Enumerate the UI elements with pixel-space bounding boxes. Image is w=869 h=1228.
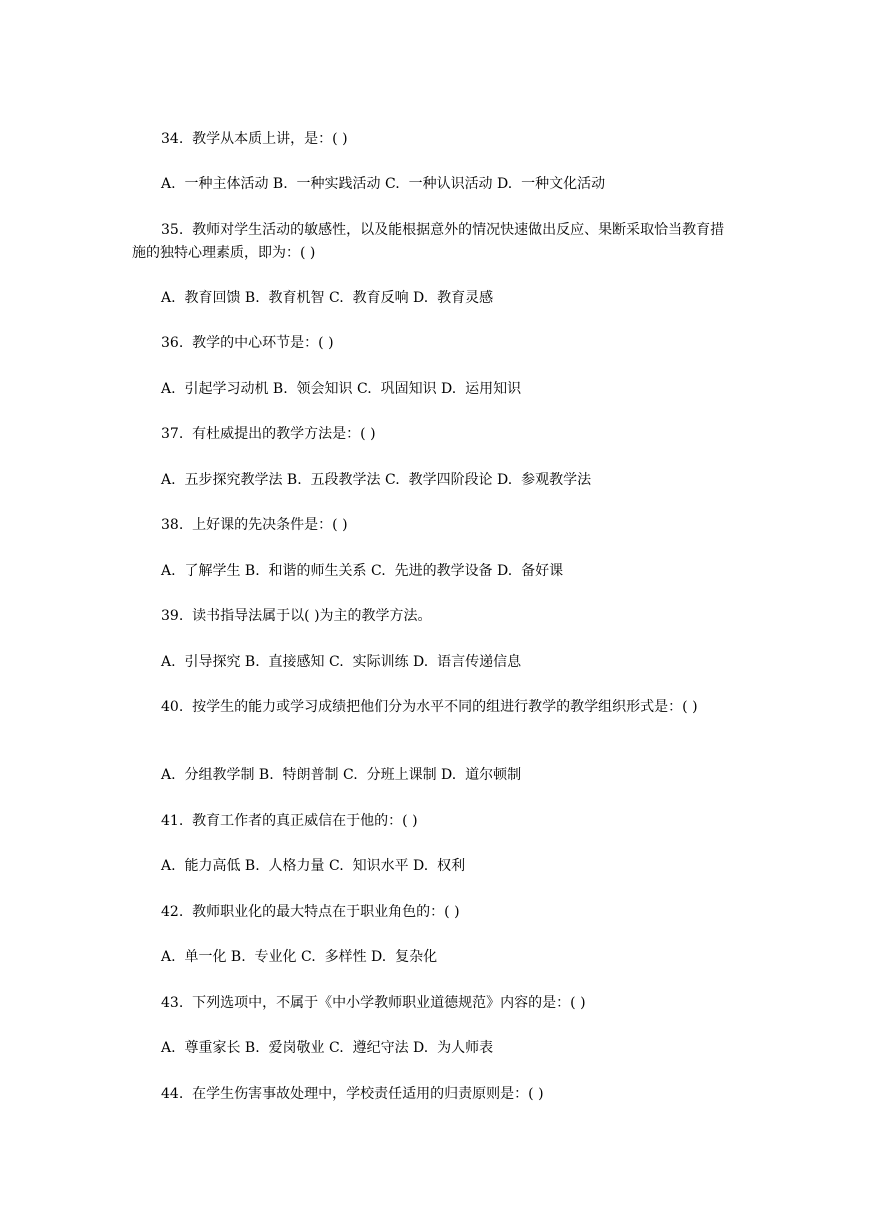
- question-35-stem: 35. 教师对学生活动的敏感性，以及能根据意外的情况快速做出反应、果断采取恰当教育措施的独特心理素质，即为：( ): [132, 222, 725, 261]
- question-34-stem: 34. 教学从本质上讲，是：( ): [161, 131, 348, 147]
- question-38-stem: 38. 上好课的先决条件是：( ): [161, 517, 348, 533]
- question-43-options: A. 尊重家长 B. 爱岗敬业 C. 遵纪守法 D. 为人师表: [161, 1040, 494, 1056]
- question-43-stem: 43. 下列选项中，不属于《中小学教师职业道德规范》内容的是：( ): [161, 995, 586, 1011]
- question-40-stem: 40. 按学生的能力或学习成绩把他们分为水平不同的组进行教学的教学组织形式是：( ): [161, 699, 698, 715]
- question-37-stem: 37. 有杜威提出的教学方法是：( ): [161, 426, 376, 442]
- question-36-stem: 36. 教学的中心环节是：( ): [161, 335, 334, 351]
- question-40-options: A. 分组教学制 B. 特朗普制 C. 分班上课制 D. 道尔顿制: [161, 767, 522, 783]
- question-35-options: A. 教育回馈 B. 教育机智 C. 教育反响 D. 教育灵感: [161, 290, 494, 306]
- question-39-options: A. 引导探究 B. 直接感知 C. 实际训练 D. 语言传递信息: [161, 654, 522, 670]
- question-39-stem: 39. 读书指导法属于以( )为主的教学方法。: [161, 608, 432, 624]
- question-41-stem: 41. 教育工作者的真正威信在于他的：( ): [161, 813, 418, 829]
- question-42-options: A. 单一化 B. 专业化 C. 多样性 D. 复杂化: [161, 949, 438, 965]
- question-34-options: A. 一种主体活动 B. 一种实践活动 C. 一种认识活动 D. 一种文化活动: [161, 176, 606, 192]
- question-38-options: A. 了解学生 B. 和谐的师生关系 C. 先进的教学设备 D. 备好课: [161, 563, 564, 579]
- question-42-stem: 42. 教师职业化的最大特点在于职业角色的：( ): [161, 904, 460, 920]
- question-41-options: A. 能力高低 B. 人格力量 C. 知识水平 D. 权利: [161, 858, 466, 874]
- question-37-options: A. 五步探究教学法 B. 五段教学法 C. 教学四阶段论 D. 参观教学法: [161, 472, 592, 488]
- question-36-options: A. 引起学习动机 B. 领会知识 C. 巩固知识 D. 运用知识: [161, 381, 522, 397]
- question-44-stem: 44. 在学生伤害事故处理中，学校责任适用的归责原则是：( ): [161, 1086, 544, 1102]
